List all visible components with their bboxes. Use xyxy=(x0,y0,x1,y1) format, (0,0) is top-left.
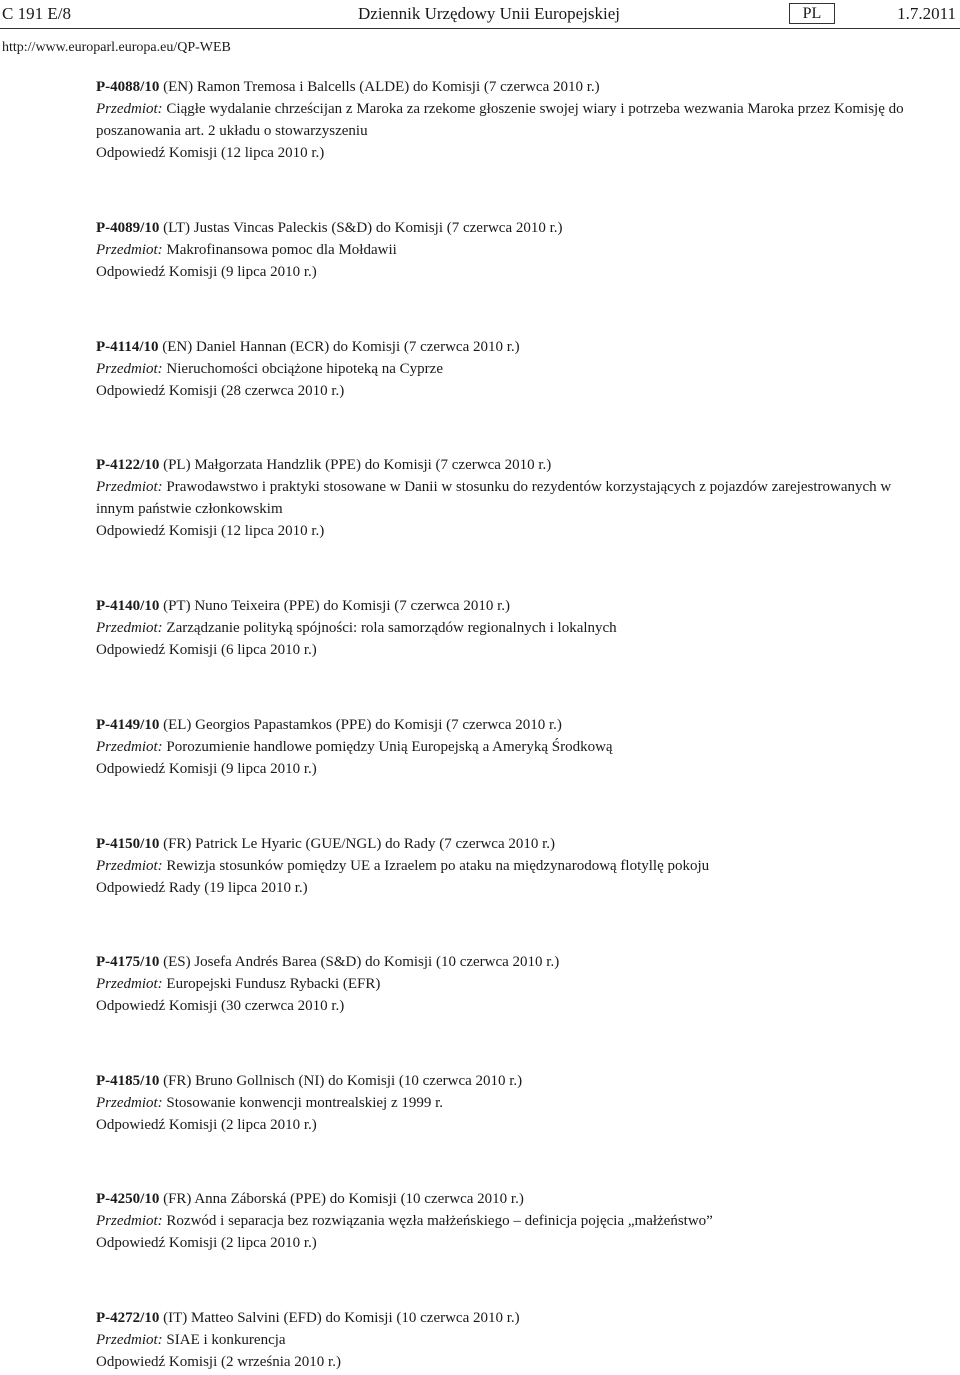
page-reference: C 191 E/8 xyxy=(2,4,71,23)
question-ref: P-4089/10 xyxy=(96,220,160,236)
question-author: (PL) Małgorzata Handzlik (PPE) do Komisji (7 czerwca 2010 r.) xyxy=(159,457,552,473)
question-entry xyxy=(96,217,916,283)
question-entry xyxy=(96,1188,916,1254)
answer-line: Odpowiedź Komisji (2 lipca 2010 r.) xyxy=(96,1235,317,1251)
question-subject: Rozwód i separacja bez rozwiązania węzła małżeńskiego – definicja pojęcia „małżeństwo” xyxy=(162,1213,713,1229)
question-subject: Europejski Fundusz Rybacki (EFR) xyxy=(162,976,381,992)
question-ref: P-4185/10 xyxy=(96,1073,160,1089)
question-author-line xyxy=(96,76,916,98)
question-author-line xyxy=(96,714,916,736)
question-subject-line xyxy=(96,1329,916,1351)
page-header xyxy=(0,2,960,29)
question-subject-line xyxy=(96,98,916,142)
answer-line: Odpowiedź Rady (19 lipca 2010 r.) xyxy=(96,880,308,896)
question-entry xyxy=(96,454,916,542)
subject-label: Przedmiot: xyxy=(96,479,163,495)
question-ref: P-4272/10 xyxy=(96,1310,160,1326)
question-subject: Stosowanie konwencji montrealskiej z 1999 r. xyxy=(162,1095,444,1111)
answer-line: Odpowiedź Komisji (12 lipca 2010 r.) xyxy=(96,145,325,161)
answer-line: Odpowiedź Komisji (9 lipca 2010 r.) xyxy=(96,761,317,777)
question-ref: P-4250/10 xyxy=(96,1191,160,1207)
question-subject-line xyxy=(96,855,916,877)
question-entry xyxy=(96,833,916,899)
subject-label: Przedmiot: xyxy=(96,242,163,258)
question-author-line xyxy=(96,1307,916,1329)
question-subject: Nieruchomości obciążone hipoteką na Cyprze xyxy=(162,361,443,377)
subject-label: Przedmiot: xyxy=(96,1332,163,1348)
question-author: (LT) Justas Vincas Paleckis (S&D) do Komisji (7 czerwca 2010 r.) xyxy=(159,220,563,236)
question-author-line xyxy=(96,951,916,973)
question-author: (EL) Georgios Papastamkos (PPE) do Komisji (7 czerwca 2010 r.) xyxy=(159,717,562,733)
subject-label: Przedmiot: xyxy=(96,101,163,117)
question-ref: P-4122/10 xyxy=(96,457,160,473)
question-author: (ES) Josefa Andrés Barea (S&D) do Komisji (10 czerwca 2010 r.) xyxy=(159,954,560,970)
question-author-line xyxy=(96,336,916,358)
question-subject-line xyxy=(96,476,916,520)
question-author-line xyxy=(96,454,916,476)
question-ref: P-4149/10 xyxy=(96,717,160,733)
question-subject-line xyxy=(96,1092,916,1114)
question-subject-line xyxy=(96,973,916,995)
question-entry xyxy=(96,714,916,780)
source-url: http://www.europarl.europa.eu/QP-WEB xyxy=(2,40,231,55)
subject-label: Przedmiot: xyxy=(96,976,163,992)
question-ref: P-4175/10 xyxy=(96,954,160,970)
question-subject: Ciągłe wydalanie chrześcijan z Maroka za rzekome głoszenie swojej wiary i potrzeba wezwania Maroka przez Komisję do poszanowania art. 2 układu o stowarzyszeniu xyxy=(96,101,904,139)
question-entry xyxy=(96,951,916,1017)
question-author: (IT) Matteo Salvini (EFD) do Komisji (10 czerwca 2010 r.) xyxy=(159,1310,520,1326)
question-author-line xyxy=(96,833,916,855)
question-entry xyxy=(96,76,916,164)
question-author: (EN) Daniel Hannan (ECR) do Komisji (7 czerwca 2010 r.) xyxy=(158,339,520,355)
question-author: (FR) Anna Záborská (PPE) do Komisji (10 czerwca 2010 r.) xyxy=(159,1191,524,1207)
answer-line: Odpowiedź Komisji (9 lipca 2010 r.) xyxy=(96,264,317,280)
answer-line: Odpowiedź Komisji (28 czerwca 2010 r.) xyxy=(96,383,345,399)
question-author-line xyxy=(96,217,916,239)
subject-label: Przedmiot: xyxy=(96,1213,163,1229)
question-author: (FR) Patrick Le Hyaric (GUE/NGL) do Rady (7 czerwca 2010 r.) xyxy=(159,836,556,852)
subject-label: Przedmiot: xyxy=(96,620,163,636)
subject-label: Przedmiot: xyxy=(96,361,163,377)
question-subject-line xyxy=(96,617,916,639)
answer-line: Odpowiedź Komisji (30 czerwca 2010 r.) xyxy=(96,998,345,1014)
question-author-line xyxy=(96,595,916,617)
answer-line: Odpowiedź Komisji (2 września 2010 r.) xyxy=(96,1354,341,1370)
question-ref: P-4114/10 xyxy=(96,339,159,355)
question-subject-line xyxy=(96,239,916,261)
question-ref: P-4088/10 xyxy=(96,79,160,95)
question-entry xyxy=(96,336,916,402)
question-subject: Zarządzanie polityką spójności: rola samorządów regionalnych i lokalnych xyxy=(162,620,617,636)
question-subject-line xyxy=(96,736,916,758)
question-author-line xyxy=(96,1070,916,1092)
question-subject: Makrofinansowa pomoc dla Mołdawii xyxy=(162,242,397,258)
question-entry xyxy=(96,595,916,661)
subject-label: Przedmiot: xyxy=(96,858,163,874)
question-subject: Prawodawstwo i praktyki stosowane w Danii w stosunku do rezydentów korzystających z pojazdów zarejestrowanych w innym państwie członkowskim xyxy=(96,479,892,517)
question-ref: P-4140/10 xyxy=(96,598,160,614)
language-badge: PL xyxy=(789,3,835,24)
question-subject: Porozumienie handlowe pomiędzy Unią Europejską a Ameryką Środkową xyxy=(162,739,613,755)
subject-label: Przedmiot: xyxy=(96,739,163,755)
question-entry xyxy=(96,1070,916,1136)
answer-line: Odpowiedź Komisji (6 lipca 2010 r.) xyxy=(96,642,317,658)
question-author-line xyxy=(96,1188,916,1210)
question-subject: SIAE i konkurencja xyxy=(162,1332,286,1348)
publication-date: 1.7.2011 xyxy=(897,4,956,23)
question-ref: P-4150/10 xyxy=(96,836,160,852)
question-subject-line xyxy=(96,358,916,380)
question-author: (EN) Ramon Tremosa i Balcells (ALDE) do Komisji (7 czerwca 2010 r.) xyxy=(159,79,600,95)
question-subject: Rewizja stosunków pomiędzy UE a Izraelem po ataku na międzynarodową flotyllę pokoju xyxy=(162,858,710,874)
question-author: (PT) Nuno Teixeira (PPE) do Komisji (7 czerwca 2010 r.) xyxy=(159,598,511,614)
answer-line: Odpowiedź Komisji (12 lipca 2010 r.) xyxy=(96,523,325,539)
answer-line: Odpowiedź Komisji (2 lipca 2010 r.) xyxy=(96,1117,317,1133)
question-subject-line xyxy=(96,1210,916,1232)
question-entry xyxy=(96,1307,916,1373)
question-author: (FR) Bruno Gollnisch (NI) do Komisji (10 czerwca 2010 r.) xyxy=(159,1073,523,1089)
subject-label: Przedmiot: xyxy=(96,1095,163,1111)
journal-title: Dziennik Urzędowy Unii Europejskiej xyxy=(358,4,621,23)
